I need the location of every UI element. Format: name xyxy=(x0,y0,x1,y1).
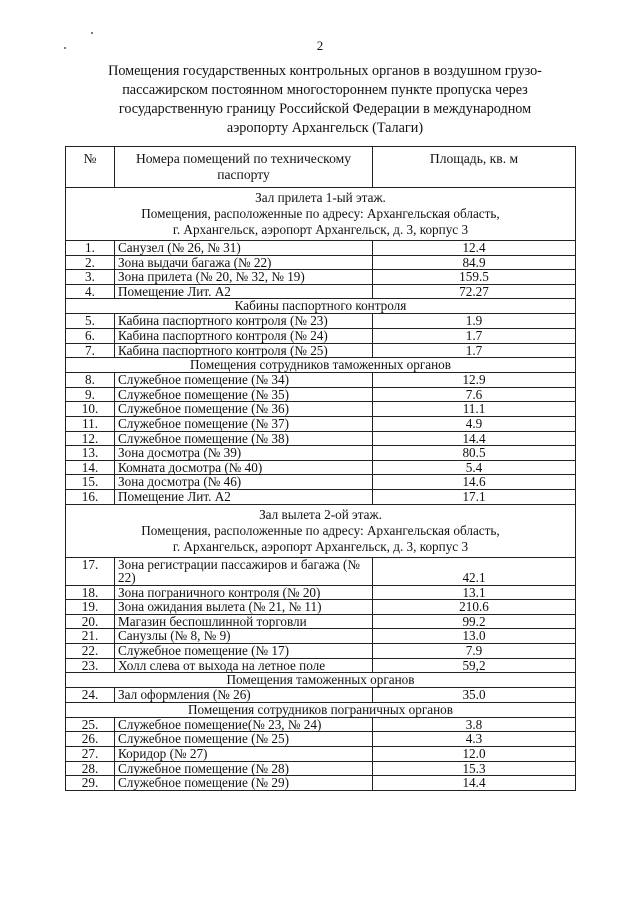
room-area: 14.4 xyxy=(373,431,576,446)
room-name: Служебное помещение(№ 23, № 24) xyxy=(115,717,373,732)
table-row xyxy=(66,557,576,585)
section-line: г. Архангельск, аэропорт Архангельск, д. 3, корпус 3 xyxy=(172,222,469,237)
subsection-heading: Кабины паспортного контроля xyxy=(66,299,576,314)
row-number: 16. xyxy=(66,489,115,504)
table-row xyxy=(66,600,576,615)
table-row xyxy=(66,717,576,732)
room-area: 7.9 xyxy=(373,644,576,659)
room-area: 14.4 xyxy=(373,776,576,791)
room-name: Зона ожидания вылета (№ 21, № 11) xyxy=(115,600,373,615)
row-number: 19. xyxy=(66,600,115,615)
table-row xyxy=(66,688,576,703)
subsection-heading: Помещения сотрудников таможенных органов xyxy=(66,358,576,373)
room-area: 4.9 xyxy=(373,416,576,431)
room-name: Служебное помещение (№ 36) xyxy=(115,402,373,417)
section-line: Зал прилета 1-ый этаж. xyxy=(255,190,386,205)
title-line: пассажирском постоянном многостороннем пункте пропуска через xyxy=(122,82,528,98)
room-name: Магазин беспошлинной торговли xyxy=(115,614,373,629)
section-line: Помещения, расположенные по адресу: Архангельская область, xyxy=(141,522,500,538)
room-area: 35.0 xyxy=(373,688,576,703)
room-area: 1.9 xyxy=(373,314,576,329)
title-line: Помещения государственных контрольных органов в воздушном грузо- xyxy=(108,63,542,79)
room-name: Кабина паспортного контроля (№ 25) xyxy=(115,343,373,358)
room-area: 13.1 xyxy=(373,585,576,600)
page-number: 2 xyxy=(316,38,324,53)
row-number: 15. xyxy=(66,475,115,490)
room-name: Коридор (№ 27) xyxy=(115,747,373,762)
room-area: 4.3 xyxy=(373,732,576,747)
subsection-row xyxy=(66,299,576,314)
title-line: государственную границу Российской Федерации в международном xyxy=(118,101,532,117)
room-name: Зона досмотра (№ 39) xyxy=(115,446,373,461)
row-number: 29. xyxy=(66,776,115,791)
section-departure-row xyxy=(66,504,576,557)
row-number: 23. xyxy=(66,658,115,673)
section-line: г. Архангельск, аэропорт Архангельск, д. 3, корпус 3 xyxy=(172,538,469,554)
table-row xyxy=(66,402,576,417)
row-number: 3. xyxy=(66,270,115,285)
room-area: 42.1 xyxy=(373,557,576,585)
room-area: 5.4 xyxy=(373,460,576,475)
row-number: 2. xyxy=(66,255,115,270)
row-number: 14. xyxy=(66,460,115,475)
room-name: Зона пограничного контроля (№ 20) xyxy=(115,585,373,600)
section-line: Зал вылета 2-ой этаж. xyxy=(259,506,382,522)
room-area: 13.0 xyxy=(373,629,576,644)
room-area: 7.6 xyxy=(373,387,576,402)
room-name: Кабина паспортного контроля (№ 23) xyxy=(115,314,373,329)
row-number: 9. xyxy=(66,387,115,402)
table-row xyxy=(66,460,576,475)
premises-table-wrapper xyxy=(65,146,575,791)
row-number: 25. xyxy=(66,717,115,732)
table-row xyxy=(66,747,576,762)
room-area: 11.1 xyxy=(373,402,576,417)
section-line: Помещения, расположенные по адресу: Архангельская область, xyxy=(141,206,500,221)
room-name: Санузлы (№ 8, № 9) xyxy=(115,629,373,644)
header-number: № xyxy=(66,147,115,188)
room-area: 84.9 xyxy=(373,255,576,270)
header-area: Площадь, кв. м xyxy=(373,147,576,188)
row-number: 8. xyxy=(66,373,115,388)
table-row xyxy=(66,373,576,388)
room-area: 15.3 xyxy=(373,761,576,776)
room-name: Кабина паспортного контроля (№ 24) xyxy=(115,328,373,343)
row-number: 11. xyxy=(66,416,115,431)
scan-speck xyxy=(91,32,93,34)
table-row xyxy=(66,629,576,644)
room-name: Служебное помещение (№ 28) xyxy=(115,761,373,776)
room-area: 210.6 xyxy=(373,600,576,615)
table-row xyxy=(66,343,576,358)
table-row xyxy=(66,776,576,791)
room-name: Помещение Лит. А2 xyxy=(115,489,373,504)
room-name: Служебное помещение (№ 35) xyxy=(115,387,373,402)
table-row xyxy=(66,658,576,673)
room-name: Служебное помещение (№ 37) xyxy=(115,416,373,431)
room-area: 14.6 xyxy=(373,475,576,490)
room-area: 1.7 xyxy=(373,328,576,343)
subsection-row xyxy=(66,358,576,373)
room-name: Холл слева от выхода на летное поле xyxy=(115,658,373,673)
room-name: Зона прилета (№ 20, № 32, № 19) xyxy=(115,270,373,285)
room-area: 12.9 xyxy=(373,373,576,388)
row-number: 13. xyxy=(66,446,115,461)
row-number: 28. xyxy=(66,761,115,776)
room-name: Зал оформления (№ 26) xyxy=(115,688,373,703)
room-name: Санузел (№ 26, № 31) xyxy=(115,241,373,256)
table-row xyxy=(66,387,576,402)
table-row xyxy=(66,644,576,659)
row-number: 27. xyxy=(66,747,115,762)
title-line: аэропорту Архангельск (Талаги) xyxy=(226,120,424,136)
subsection-heading: Помещения сотрудников пограничных органов xyxy=(66,702,576,717)
row-number: 1. xyxy=(66,241,115,256)
section-departure-heading xyxy=(66,504,576,557)
row-number: 22. xyxy=(66,644,115,659)
room-area: 17.1 xyxy=(373,489,576,504)
room-name: Зона выдачи багажа (№ 22) xyxy=(115,255,373,270)
row-number: 26. xyxy=(66,732,115,747)
table-row xyxy=(66,431,576,446)
row-number: 24. xyxy=(66,688,115,703)
row-number: 7. xyxy=(66,343,115,358)
room-area: 3.8 xyxy=(373,717,576,732)
premises-table xyxy=(65,146,576,791)
header-row xyxy=(66,147,576,188)
table-row xyxy=(66,475,576,490)
room-area: 159.5 xyxy=(373,270,576,285)
row-number: 20. xyxy=(66,614,115,629)
room-area: 72.27 xyxy=(373,284,576,299)
room-area: 59,2 xyxy=(373,658,576,673)
room-name: Зона регистрации пассажиров и багажа (№ 22) xyxy=(115,557,373,585)
room-name: Служебное помещение (№ 38) xyxy=(115,431,373,446)
row-number: 4. xyxy=(66,284,115,299)
room-name: Помещение Лит. А2 xyxy=(115,284,373,299)
row-number: 17. xyxy=(66,557,115,585)
room-area: 1.7 xyxy=(373,343,576,358)
table-row xyxy=(66,255,576,270)
row-number: 10. xyxy=(66,402,115,417)
row-number: 6. xyxy=(66,328,115,343)
table-row xyxy=(66,614,576,629)
table-body xyxy=(66,188,576,791)
room-area: 12.4 xyxy=(373,241,576,256)
table-row xyxy=(66,732,576,747)
table-row xyxy=(66,446,576,461)
subsection-heading: Помещения таможенных органов xyxy=(66,673,576,688)
room-area: 99.2 xyxy=(373,614,576,629)
room-name: Служебное помещение (№ 17) xyxy=(115,644,373,659)
section-arrival-row xyxy=(66,188,576,241)
room-area: 12.0 xyxy=(373,747,576,762)
subsection-row xyxy=(66,702,576,717)
subsection-row xyxy=(66,673,576,688)
table-row xyxy=(66,270,576,285)
document-title xyxy=(60,62,590,138)
header-room-numbers: Номера помещений по техническому паспорту xyxy=(115,147,373,188)
room-name: Зона досмотра (№ 46) xyxy=(115,475,373,490)
table-row xyxy=(66,416,576,431)
row-number: 21. xyxy=(66,629,115,644)
table-row xyxy=(66,761,576,776)
room-name: Служебное помещение (№ 29) xyxy=(115,776,373,791)
room-area: 80.5 xyxy=(373,446,576,461)
section-arrival-heading xyxy=(66,188,576,241)
table-row xyxy=(66,489,576,504)
room-name: Служебное помещение (№ 34) xyxy=(115,373,373,388)
table-row xyxy=(66,284,576,299)
table-row xyxy=(66,328,576,343)
row-number: 18. xyxy=(66,585,115,600)
room-name: Служебное помещение (№ 25) xyxy=(115,732,373,747)
table-row xyxy=(66,241,576,256)
row-number: 12. xyxy=(66,431,115,446)
table-row xyxy=(66,585,576,600)
table-row xyxy=(66,314,576,329)
row-number: 5. xyxy=(66,314,115,329)
room-name: Комната досмотра (№ 40) xyxy=(115,460,373,475)
